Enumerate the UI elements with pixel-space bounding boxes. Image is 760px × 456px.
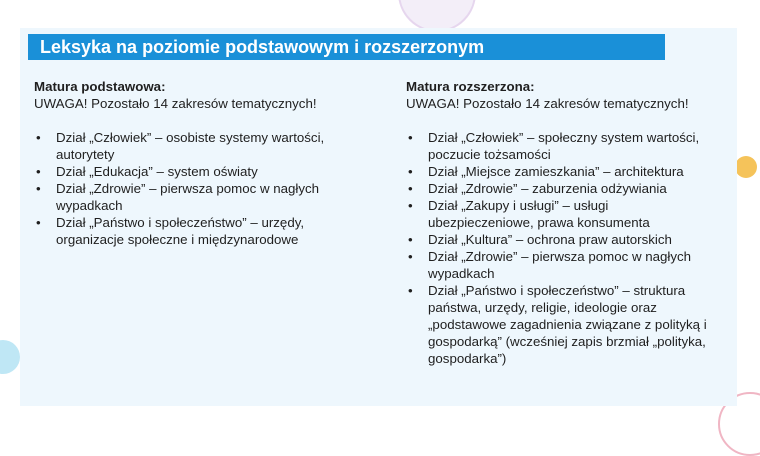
bullet-icon: • (408, 249, 413, 264)
basic-topic-list (34, 129, 369, 248)
list-item-text: Dział „Człowiek” – społeczny system wartości, poczucie tożsamości (428, 130, 700, 162)
list-item (406, 231, 716, 248)
list-item-text: Dział „Zdrowie” – pierwsza pomoc w nagłych wypadkach (428, 249, 692, 281)
bullet-icon: • (36, 164, 41, 179)
bullet-icon: • (408, 198, 413, 213)
list-item-text: Dział „Zdrowie” – zaburzenia odżywiania (428, 181, 667, 196)
decorative-circle-right (735, 156, 757, 178)
list-item (34, 163, 369, 180)
bullet-icon: • (408, 181, 413, 196)
list-item-text: Dział „Kultura” – ochrona praw autorskich (428, 232, 672, 247)
list-item-text: Dział „Państwo i społeczeństwo” – struktura państwa, urzędy, religie, ideologie oraz „podstawowe zagadnienia związane z polityką i gospodarką” (wcześniej zapis brzmiał „polityka, gospodarka”) (428, 283, 707, 366)
bullet-icon: • (408, 283, 413, 298)
basic-column (34, 78, 369, 248)
list-item-text: Dział „Edukacja” – system oświaty (56, 164, 258, 179)
list-item (34, 180, 369, 214)
slide-title: Leksyka na poziomie podstawowym i rozszerzonym (28, 34, 665, 60)
extended-column (406, 78, 716, 367)
bullet-icon: • (408, 164, 413, 179)
list-item-text: Dział „Państwo i społeczeństwo” – urzędy, organizacje społeczne i międzynarodowe (56, 215, 305, 247)
extended-topic-list (406, 129, 716, 367)
list-item (406, 282, 716, 367)
list-item (406, 163, 716, 180)
bullet-icon: • (36, 130, 41, 145)
list-item-text: Dział „Zdrowie” – pierwsza pomoc w nagłych wypadkach (56, 181, 320, 213)
list-item (406, 180, 716, 197)
list-item (406, 129, 716, 163)
list-item (406, 197, 716, 231)
extended-heading: Matura rozszerzona: (406, 79, 535, 94)
bullet-icon: • (408, 232, 413, 247)
basic-note: UWAGA! Pozostało 14 zakresów tematycznych! (34, 96, 317, 111)
list-item-text: Dział „Zakupy i usługi” – usługi ubezpieczeniowe, prawa konsumenta (428, 198, 650, 230)
bullet-icon: • (36, 215, 41, 230)
list-item (406, 248, 716, 282)
basic-heading: Matura podstawowa: (34, 79, 166, 94)
list-item-text: Dział „Człowiek” – osobiste systemy wartości, autorytety (56, 130, 325, 162)
extended-note: UWAGA! Pozostało 14 zakresów tematycznych! (406, 96, 689, 111)
bullet-icon: • (408, 130, 413, 145)
list-item-text: Dział „Miejsce zamieszkania” – architektura (428, 164, 684, 179)
bullet-icon: • (36, 181, 41, 196)
list-item (34, 214, 369, 248)
list-item (34, 129, 369, 163)
decorative-circle-left (0, 340, 20, 374)
